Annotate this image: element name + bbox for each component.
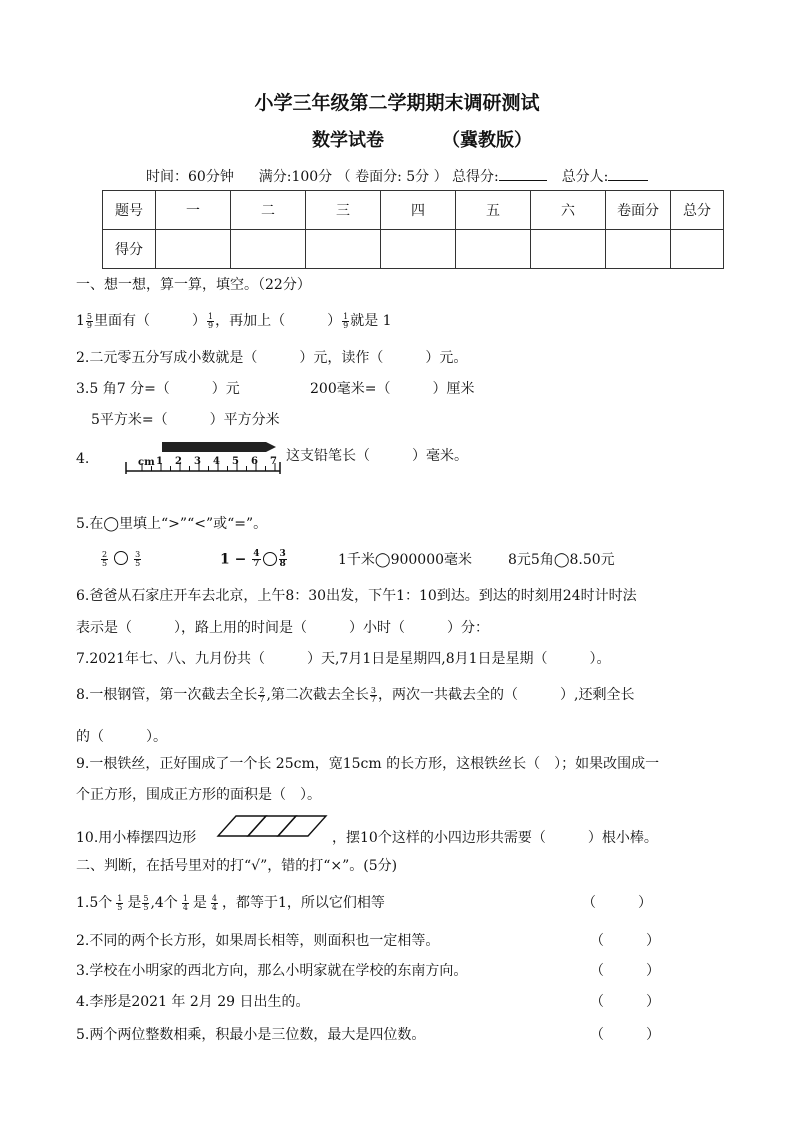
score-cell[interactable] bbox=[456, 230, 531, 269]
fraction: $\frac{5}{9}$ bbox=[86, 311, 93, 330]
fraction: $\frac{4}{4}$ bbox=[211, 893, 217, 912]
answer-paren[interactable]: （ ） bbox=[590, 933, 660, 949]
fraction: $\frac{5}{5}$ bbox=[143, 893, 149, 912]
ruler-tick-label: 6 bbox=[251, 456, 258, 467]
ruler-tick-label: 7 bbox=[270, 456, 277, 467]
section2-heading: 二、判断，在括号里对的打“√”，错的打“×”。(5分) bbox=[76, 858, 398, 874]
scorer-blank[interactable] bbox=[608, 166, 648, 181]
compare-circle[interactable] bbox=[114, 551, 128, 565]
parallelogram-2 bbox=[248, 816, 296, 836]
info-scorer-label: 总分人: bbox=[561, 169, 609, 185]
section1-heading: 一、想一想，算一算，填空。（22分） bbox=[76, 277, 311, 293]
parallelogram-figure bbox=[212, 812, 332, 840]
table-header-cell: 三 bbox=[306, 191, 381, 230]
ruler-unit-label: cm bbox=[138, 457, 155, 468]
score-cell[interactable] bbox=[531, 230, 606, 269]
question-1-6a: 6.爸爸从石家庄开车去北京，上午8：30出发，下午1：10到达。到达的时刻用24时计时法 bbox=[76, 588, 637, 604]
question-1-9b: 个正方形，围成正方形的面积是（ ）。 bbox=[76, 787, 321, 803]
answer-paren[interactable]: （ ） bbox=[582, 895, 652, 911]
question-2-1: 1.5个 $\frac{1}{5}$ 是 $\frac{5}{5}$ ,4个 $\frac{1}{4}$ 是 $\frac{4}{4}$ ，都等于1，所以它们相等 bbox=[76, 893, 385, 912]
ruler-tick-label: 4 bbox=[213, 456, 220, 467]
table-header-cell: 六 bbox=[531, 191, 606, 230]
score-cell[interactable] bbox=[606, 230, 671, 269]
question-1-4-text: 这支铅笔长（ ）毫米。 bbox=[286, 448, 468, 464]
table-header-cell: 五 bbox=[456, 191, 531, 230]
question-1-4-number: 4. bbox=[76, 451, 90, 467]
fraction: $\frac{1}{4}$ bbox=[182, 893, 188, 912]
fraction: $\frac{2}{5}$ bbox=[102, 549, 108, 568]
parallelogram-1 bbox=[218, 816, 266, 836]
question-2-3: 3.学校在小明家的西北方向，那么小明家就在学校的东南方向。 bbox=[76, 963, 468, 979]
parallelogram-3 bbox=[278, 816, 326, 836]
fraction: $\frac{1}{5}$ bbox=[117, 893, 123, 912]
question-1-5c: 1千米◯900000毫米 bbox=[338, 552, 473, 568]
question-2-4: 4.李彤是2021 年 2月 29 日出生的。 bbox=[76, 994, 310, 1010]
question-1-7: 7.2021年七、八、九月份共（ ）天,7月1日是星期四,8月1日是星期（ ）。 bbox=[76, 651, 611, 667]
score-cell[interactable] bbox=[671, 230, 724, 269]
fraction: $\frac{3}{5}$ bbox=[135, 549, 141, 568]
question-1-5d: 8元5角◯8.50元 bbox=[508, 552, 615, 568]
total-score-blank[interactable] bbox=[499, 166, 547, 181]
question-2-2: 2.不同的两个长方形，如果周长相等，则面积也一定相等。 bbox=[76, 933, 440, 949]
fraction: $\frac{4}{7}$ bbox=[253, 549, 260, 569]
question-1-6b: 表示是（ ），路上用的时间是（ ）小时（ ）分： bbox=[76, 620, 489, 636]
pencil-tip bbox=[266, 442, 276, 452]
fraction: $\frac{2}{7}$ bbox=[259, 685, 265, 704]
score-cell[interactable] bbox=[156, 230, 231, 269]
fraction: $\frac{1}{9}$ bbox=[208, 311, 214, 330]
ruler-tick-label: 3 bbox=[194, 456, 201, 467]
answer-paren[interactable]: （ ） bbox=[590, 994, 660, 1010]
fraction: $\frac{3}{8}$ bbox=[279, 549, 286, 569]
question-1-10-post: ，摆10个这样的小四边形共需要（ ）根小棒。 bbox=[332, 830, 658, 846]
answer-paren[interactable]: （ ） bbox=[590, 1027, 660, 1043]
score-cell[interactable] bbox=[231, 230, 306, 269]
score-table-score-row bbox=[103, 230, 724, 269]
subtitle-right: （冀教版） bbox=[442, 130, 532, 151]
table-header-cell: 卷面分 bbox=[606, 191, 671, 230]
info-time: 时间：60分钟 bbox=[146, 169, 234, 185]
question-1-3b: 200毫米=（ ）厘米 bbox=[310, 381, 475, 397]
answer-paren[interactable]: （ ） bbox=[590, 963, 660, 979]
page-title: 小学三年级第二学期期末调研测试 bbox=[254, 92, 540, 114]
info-full: 满分:100分 （ 卷面分: 5分 ） bbox=[258, 169, 448, 185]
question-1-5: 5.在◯里填上“>”“<”或“=”。 bbox=[76, 516, 268, 532]
ruler-tick-label: 1 bbox=[156, 456, 163, 467]
score-cell[interactable] bbox=[306, 230, 381, 269]
table-header-cell: 总分 bbox=[671, 191, 724, 230]
table-header-cell: 一 bbox=[156, 191, 231, 230]
compare-circle[interactable] bbox=[263, 552, 277, 566]
question-1-5b: 1 − $\frac{4}{7}$ $\frac{3}{8}$ bbox=[220, 549, 286, 569]
ruler-tick-label: 5 bbox=[232, 456, 239, 467]
info-line bbox=[146, 166, 648, 186]
ruler-figure bbox=[120, 438, 284, 476]
question-1-8: 8.一根钢管，第一次截去全长 $\frac{2}{7}$ ,第二次截去全长 $\frac{3}{7}$ ，两次一共截去全的（ ）,还剩全长 bbox=[76, 685, 635, 704]
question-1-8b: 的（ ）。 bbox=[76, 729, 167, 745]
table-header-cell: 四 bbox=[381, 191, 456, 230]
subtitle-left: 数学试卷 bbox=[312, 130, 384, 151]
question-1-9a: 9.一根铁丝，正好围成了一个长 25cm，宽15cm 的长方形，这根铁丝长（ ）；如果改围成一 bbox=[76, 756, 660, 772]
table-header-cell: 题号 bbox=[103, 191, 156, 230]
question-1-2: 2.二元零五分写成小数就是（ ）元，读作（ ）元。 bbox=[76, 350, 468, 366]
table-header-cell: 二 bbox=[231, 191, 306, 230]
parallelogram-svg bbox=[212, 812, 332, 840]
ruler-tick-label: 2 bbox=[175, 456, 182, 467]
score-table bbox=[102, 190, 724, 269]
fraction: $\frac{3}{7}$ bbox=[370, 685, 376, 704]
question-1-10-pre: 10.用小棒摆四边形 bbox=[76, 830, 197, 846]
fraction: $\frac{1}{9}$ bbox=[343, 311, 349, 330]
question-2-5: 5.两个两位整数相乘，积最小是三位数，最大是四位数。 bbox=[76, 1027, 426, 1043]
info-total-label: 总得分: bbox=[452, 169, 499, 185]
score-cell[interactable] bbox=[381, 230, 456, 269]
question-1-1: 1 $\frac{5}{9}$ 里面有（ ） $\frac{1}{9}$ ，再加上（ ） $\frac{1}{9}$ 就是 1 bbox=[76, 311, 392, 330]
question-1-3c: 5平方米=（ ）平方分米 bbox=[91, 412, 280, 428]
question-1-5a bbox=[100, 550, 142, 568]
pencil-body bbox=[162, 442, 266, 452]
question-1-3a: 3.5 角7 分=（ ）元 bbox=[76, 381, 240, 397]
score-table-header-row bbox=[103, 191, 724, 230]
table-score-label: 得分 bbox=[103, 230, 156, 269]
